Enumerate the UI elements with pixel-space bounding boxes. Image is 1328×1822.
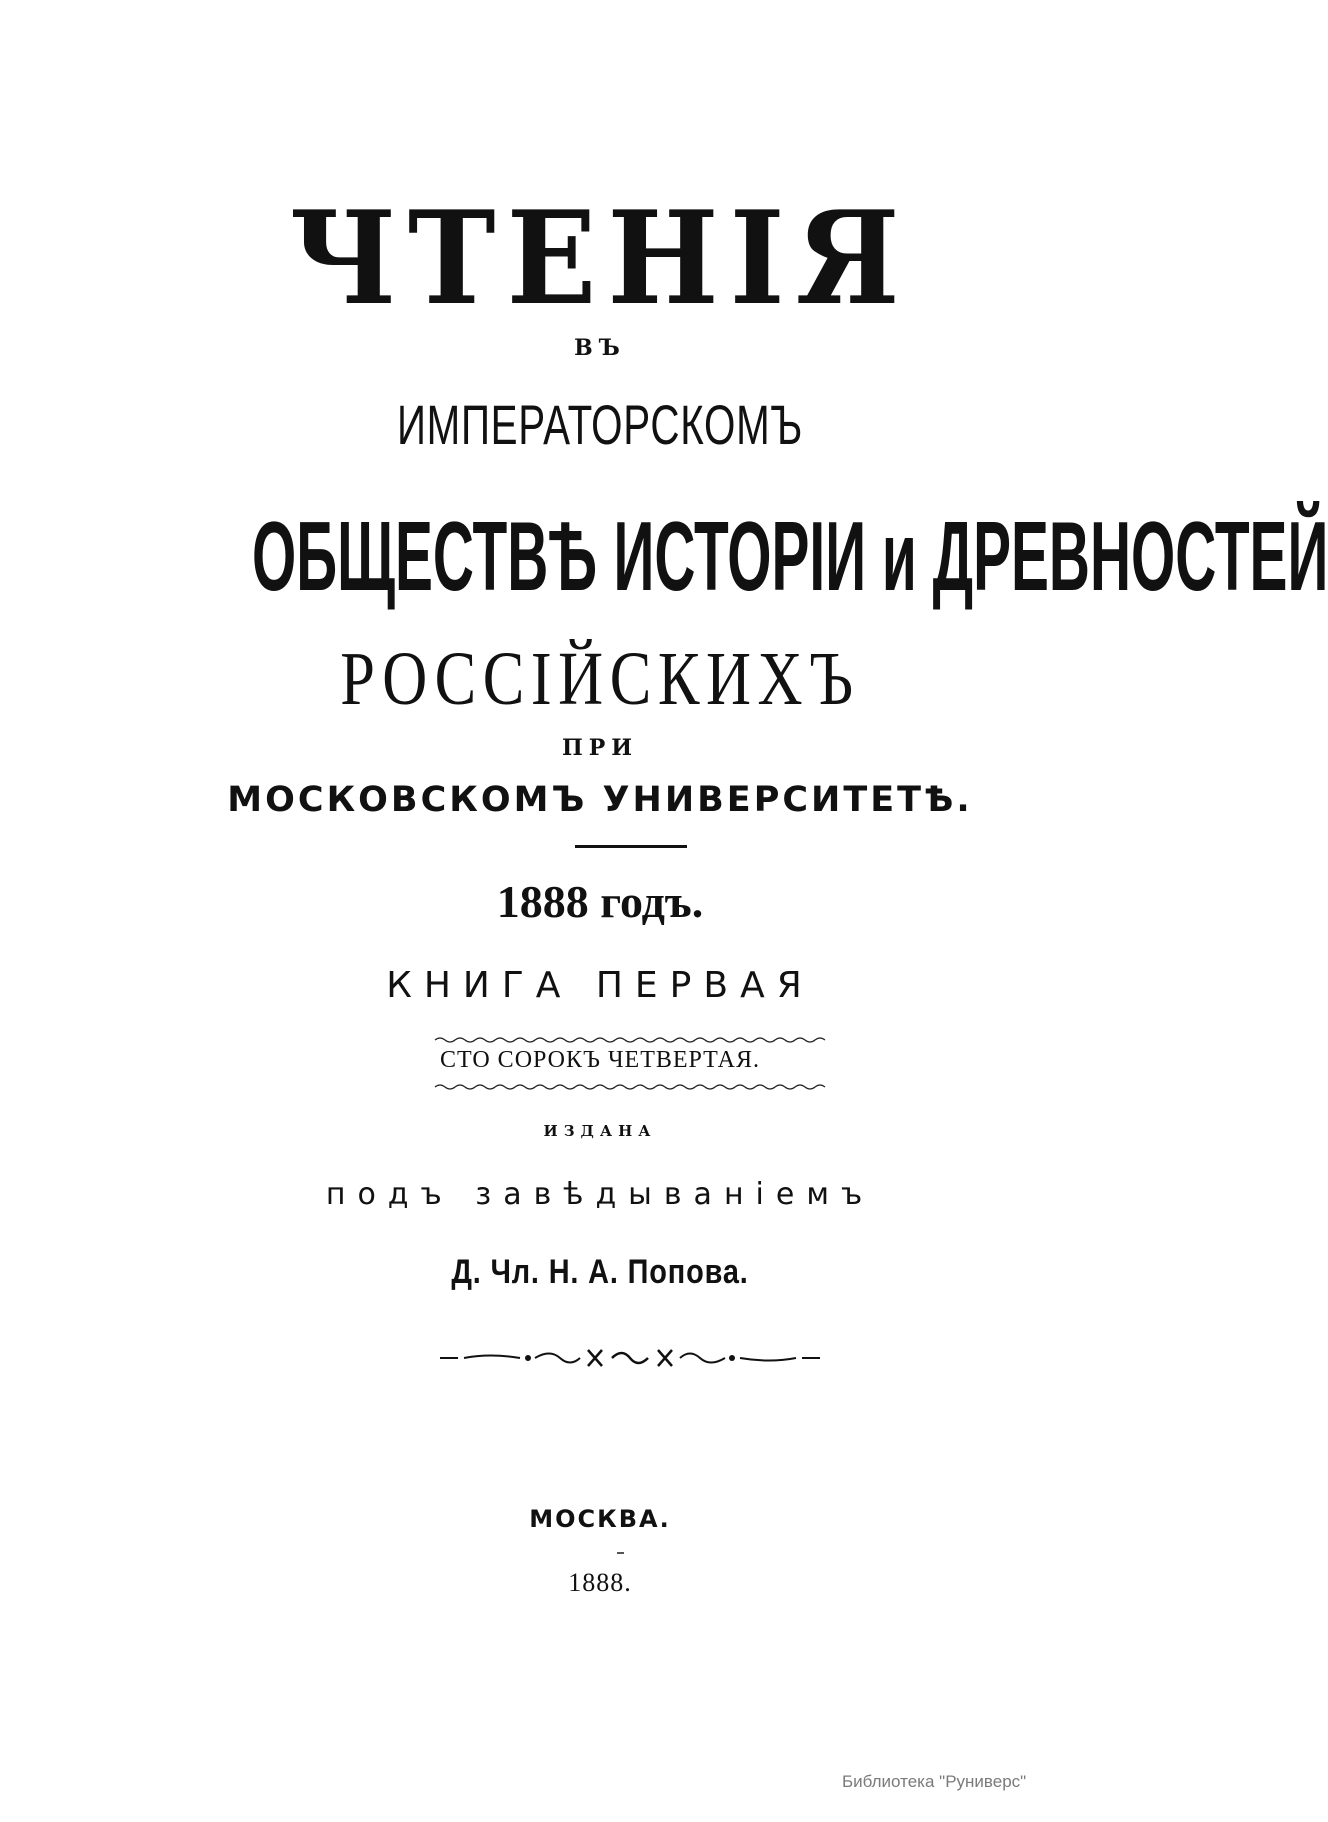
divider-rule [575, 845, 687, 848]
published-line: ИЗДАНА [543, 1122, 657, 1140]
publication-year: 1888. [568, 1568, 632, 1597]
ornament-divider [440, 1345, 820, 1371]
city-line: МОСКВА. [529, 1505, 671, 1533]
editor-line: Д. Чл. Н. А. Попова. [451, 1253, 749, 1291]
wavy-rule-bottom [435, 1082, 825, 1092]
book-line: КНИГА ПЕРВАЯ [386, 965, 814, 1006]
society-line: ОБЩЕСТВѢ ИСТОРІИ и ДРЕВНОСТЕЙ [252, 501, 1328, 611]
preposition-line: ВЪ [574, 335, 626, 361]
wavy-rule-top [435, 1035, 825, 1045]
main-title: ЧТЕНІЯ [289, 184, 911, 334]
at-line: ПРИ [561, 735, 639, 761]
direction-line: подъ завѣдываніемъ [325, 1177, 875, 1212]
library-watermark: Библиотека "Руниверс" [842, 1772, 1027, 1791]
city-tick-mark [617, 1552, 624, 1554]
university-line: МОСКОВСКОМЪ УНИВЕРСИТЕТѢ. [227, 780, 973, 820]
russian-line: РОССІЙСКИХЪ [340, 637, 860, 721]
year-heading: 1888 годъ. [496, 876, 704, 927]
book-number-line: СТО СОРОКЪ ЧЕТВЕРТАЯ. [440, 1047, 760, 1073]
imperial-line: ИМПЕРАТОРСКОМЪ [396, 393, 804, 456]
